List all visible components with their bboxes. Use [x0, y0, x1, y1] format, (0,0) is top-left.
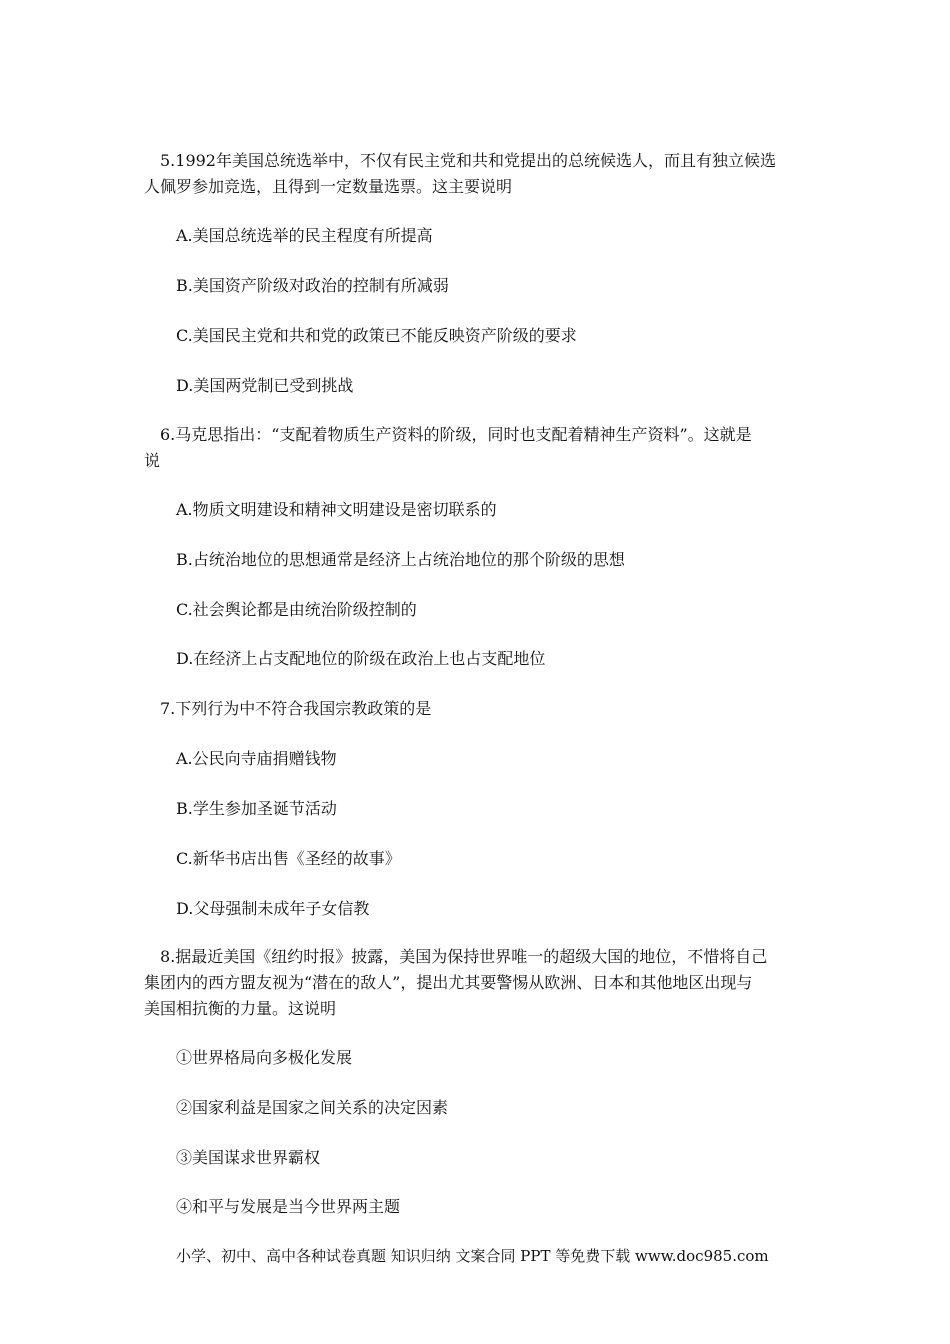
question-5-option-b: B.美国资产阶级对政治的控制有所减弱	[176, 276, 449, 295]
question-8-stem-line-2: 集团内的西方盟友视为“潜在的敌人”，提出尤其要警惕从欧洲、日本和其他地区出现与	[144, 973, 753, 992]
question-6-option-d: D.在经济上占支配地位的阶级在政治上也占支配地位	[176, 649, 546, 668]
question-8-option-2: ②国家利益是国家之间关系的决定因素	[176, 1098, 449, 1117]
question-7-stem-line-1: 7.下列行为中不符合我国宗教政策的是	[160, 699, 432, 718]
question-6-option-a: A.物质文明建设和精神文明建设是密切联系的	[176, 500, 497, 519]
question-8-option-3: ③美国谋求世界霸权	[176, 1148, 321, 1167]
question-7-option-a: A.公民向寺庙捐赠钱物	[176, 749, 337, 768]
question-7-option-c: C.新华书店出售《圣经的故事》	[176, 849, 401, 868]
footer-watermark-text: 小学、初中、高中各种试卷真题 知识归纳 文案合同 PPT 等免费下载 www.doc985.com	[176, 1247, 769, 1265]
question-8-stem-line-3: 美国相抗衡的力量。这说明	[144, 999, 337, 1018]
question-8-stem-line-1: 8.据最近美国《纽约时报》披露，美国为保持世界唯一的超级大国的地位，不惜将自己	[160, 947, 768, 966]
question-8-option-1: ①世界格局向多极化发展	[176, 1048, 353, 1067]
question-5-option-a: A.美国总统选举的民主程度有所提高	[176, 226, 433, 245]
question-6-option-c: C.社会舆论都是由统治阶级控制的	[176, 600, 417, 619]
question-7-option-d: D.父母强制未成年子女信教	[176, 899, 370, 918]
question-6-stem-line-1: 6.马克思指出：“支配着物质生产资料的阶级，同时也支配着精神生产资料”。这就是	[160, 425, 752, 444]
question-8-option-4: ④和平与发展是当今世界两主题	[176, 1197, 401, 1216]
question-5-stem-line-2: 人佩罗参加竞选，且得到一定数量选票。这主要说明	[144, 177, 513, 196]
question-5-option-d: D.美国两党制已受到挑战	[176, 376, 354, 395]
question-7-option-b: B.学生参加圣诞节活动	[176, 799, 337, 818]
question-5-stem-line-1: 5.1992年美国总统选举中，不仅有民主党和共和党提出的总统候选人，而且有独立候选	[160, 151, 776, 170]
question-6-stem-line-2: 说	[144, 451, 161, 470]
question-6-option-b: B.占统治地位的思想通常是经济上占统治地位的那个阶级的思想	[176, 550, 625, 569]
question-5-option-c: C.美国民主党和共和党的政策已不能反映资产阶级的要求	[176, 326, 577, 345]
